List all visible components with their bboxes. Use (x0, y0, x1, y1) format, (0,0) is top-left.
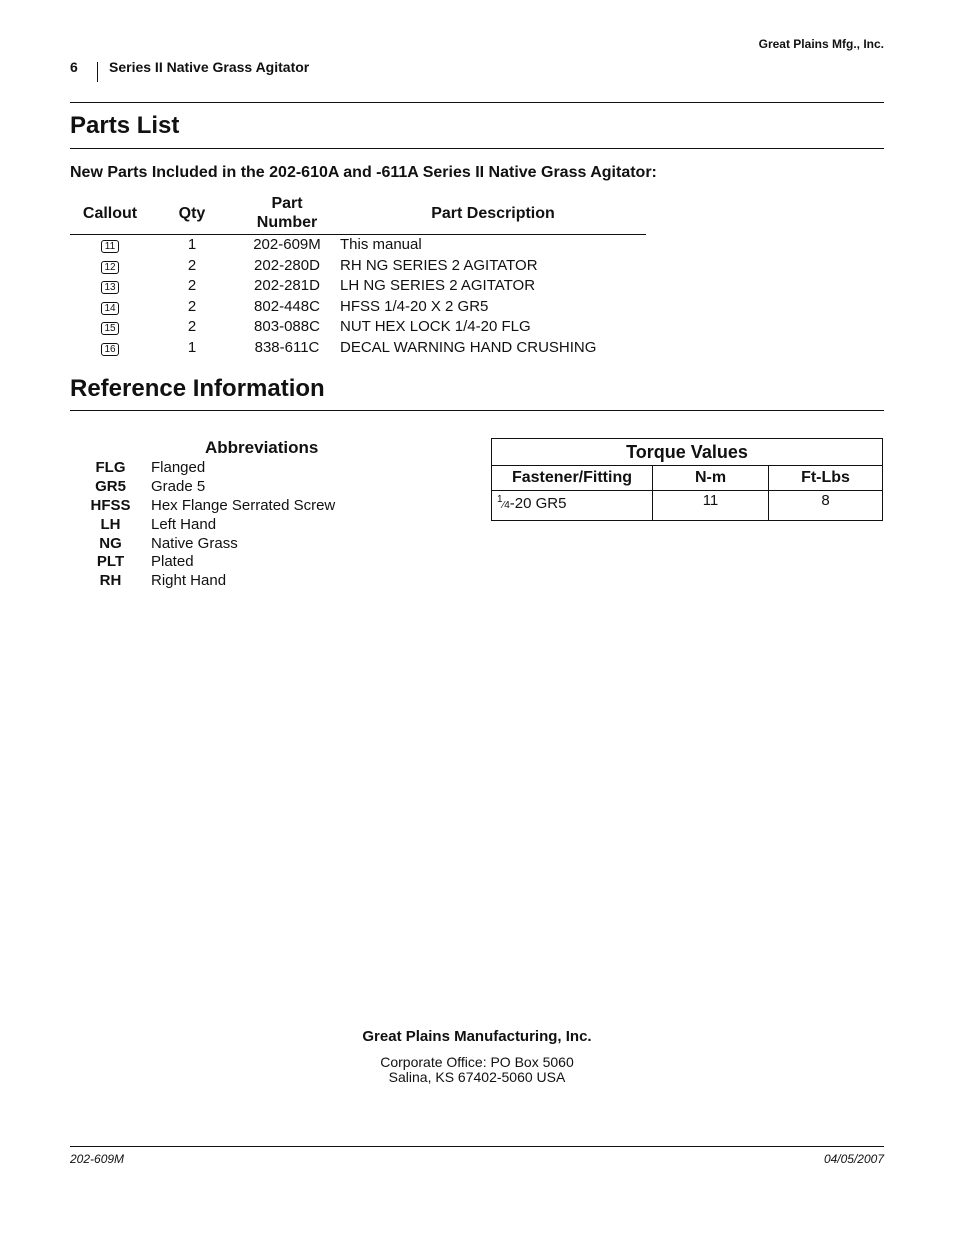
qty-cell: 2 (187, 297, 197, 315)
fraction-slash: ⁄ (502, 500, 505, 511)
footer-address (0, 1055, 954, 1084)
callout-badge: 15 (101, 322, 119, 335)
qty-cell: 2 (187, 277, 197, 295)
part-number-cell: 202-281D (254, 277, 320, 295)
qty-cell: 1 (187, 338, 197, 356)
torque-table (491, 438, 883, 521)
col-part-number (234, 194, 340, 235)
abbr-value: Left Hand (151, 515, 217, 533)
fastener-spec: -20 GR5 (509, 495, 567, 512)
part-number-cell: 838-611C (254, 338, 320, 356)
footer-company-name: Great Plains Manufacturing, Inc. (362, 1028, 592, 1045)
description-cell: LH NG SERIES 2 AGITATOR (340, 277, 536, 295)
company-name-header: Great Plains Mfg., Inc. (758, 37, 884, 51)
list-item (70, 459, 335, 478)
parts-list-heading: Parts List (70, 112, 180, 139)
ftlbs-cell: 8 (769, 491, 883, 521)
footer-date: 04/05/2007 (823, 1152, 884, 1166)
list-item (70, 553, 335, 572)
nm-cell: 11 (653, 491, 769, 521)
col-qty: Qty (150, 194, 234, 235)
description-cell: DECAL WARNING HAND CRUSHING (340, 338, 597, 356)
reference-rule (70, 410, 884, 411)
page-number: 6 (70, 59, 78, 75)
abbr-value: Right Hand (151, 572, 227, 590)
callout-badge: 16 (101, 343, 119, 356)
col-ftlbs: Ft-Lbs (769, 466, 883, 491)
col-callout: Callout (70, 194, 150, 235)
parts-table-header (70, 194, 646, 235)
header-rule (70, 102, 884, 103)
col-part-number-line1: Part (271, 195, 303, 212)
description-cell: This manual (340, 236, 422, 253)
abbr-key: RH (99, 572, 122, 590)
part-number-cell: 202-609M (253, 236, 321, 253)
abbr-key: HFSS (90, 496, 131, 514)
abbr-key: PLT (96, 553, 125, 571)
header-divider (97, 62, 98, 82)
footer-address-line1: Corporate Office: PO Box 5060 (380, 1054, 574, 1070)
footer-doc-number: 202-609M (70, 1152, 125, 1166)
list-item (70, 516, 335, 535)
abbr-key: GR5 (95, 477, 126, 495)
abbreviations-title: Abbreviations (205, 438, 319, 457)
abbr-key: NG (99, 534, 122, 552)
table-row (70, 317, 646, 338)
parts-list-rule (70, 148, 884, 149)
list-item (70, 478, 335, 497)
col-description: Part Description (340, 194, 646, 235)
table-row (70, 338, 646, 359)
col-nm: N-m (653, 466, 769, 491)
footer-rule (70, 1146, 884, 1147)
abbr-value: Flanged (151, 459, 206, 476)
list-item (70, 572, 335, 591)
callout-badge: 13 (101, 281, 119, 294)
table-row (70, 297, 646, 318)
table-row (70, 235, 646, 256)
callout-badge: 11 (101, 240, 119, 253)
col-part-number-line2: Number (256, 214, 318, 231)
table-row (70, 276, 646, 297)
torque-table-title: Torque Values (492, 439, 883, 466)
table-row (70, 256, 646, 277)
abbr-value: Grade 5 (151, 477, 206, 495)
parts-table (70, 194, 646, 359)
callout-badge: 12 (101, 261, 119, 274)
list-item (70, 535, 335, 554)
col-fastener: Fastener/Fitting (492, 466, 653, 491)
callout-badge: 14 (101, 302, 119, 315)
abbr-key: LH (100, 515, 121, 533)
qty-cell: 2 (187, 256, 197, 274)
abbr-value: Hex Flange Serrated Screw (151, 496, 336, 514)
part-number-cell: 802-448C (254, 297, 320, 315)
list-item (70, 497, 335, 516)
abbr-value: Native Grass (151, 534, 238, 552)
abbreviations-list (70, 459, 335, 591)
qty-cell: 2 (187, 318, 197, 336)
torque-table-header (492, 466, 883, 491)
parts-list-subheading: New Parts Included in the 202-610A and -611A Series II Native Grass Agitator: (70, 164, 657, 181)
description-cell: HFSS 1/4-20 X 2 GR5 (340, 297, 489, 315)
description-cell: NUT HEX LOCK 1/4-20 FLG (340, 318, 531, 336)
document-title: Series II Native Grass Agitator (109, 59, 310, 75)
reference-heading: Reference Information (70, 375, 325, 402)
fraction-numerator: 1 (497, 494, 503, 505)
table-row (492, 491, 883, 521)
description-cell: RH NG SERIES 2 AGITATOR (340, 256, 538, 274)
abbr-key: FLG (95, 459, 126, 476)
abbr-value: Plated (151, 553, 194, 571)
qty-cell: 1 (187, 236, 197, 253)
part-number-cell: 202-280D (254, 256, 320, 274)
fraction-denominator: 4 (504, 500, 510, 511)
part-number-cell: 803-088C (254, 318, 320, 336)
footer-address-line2: Salina, KS 67402-5060 USA (388, 1068, 566, 1085)
fastener-cell (492, 491, 653, 521)
